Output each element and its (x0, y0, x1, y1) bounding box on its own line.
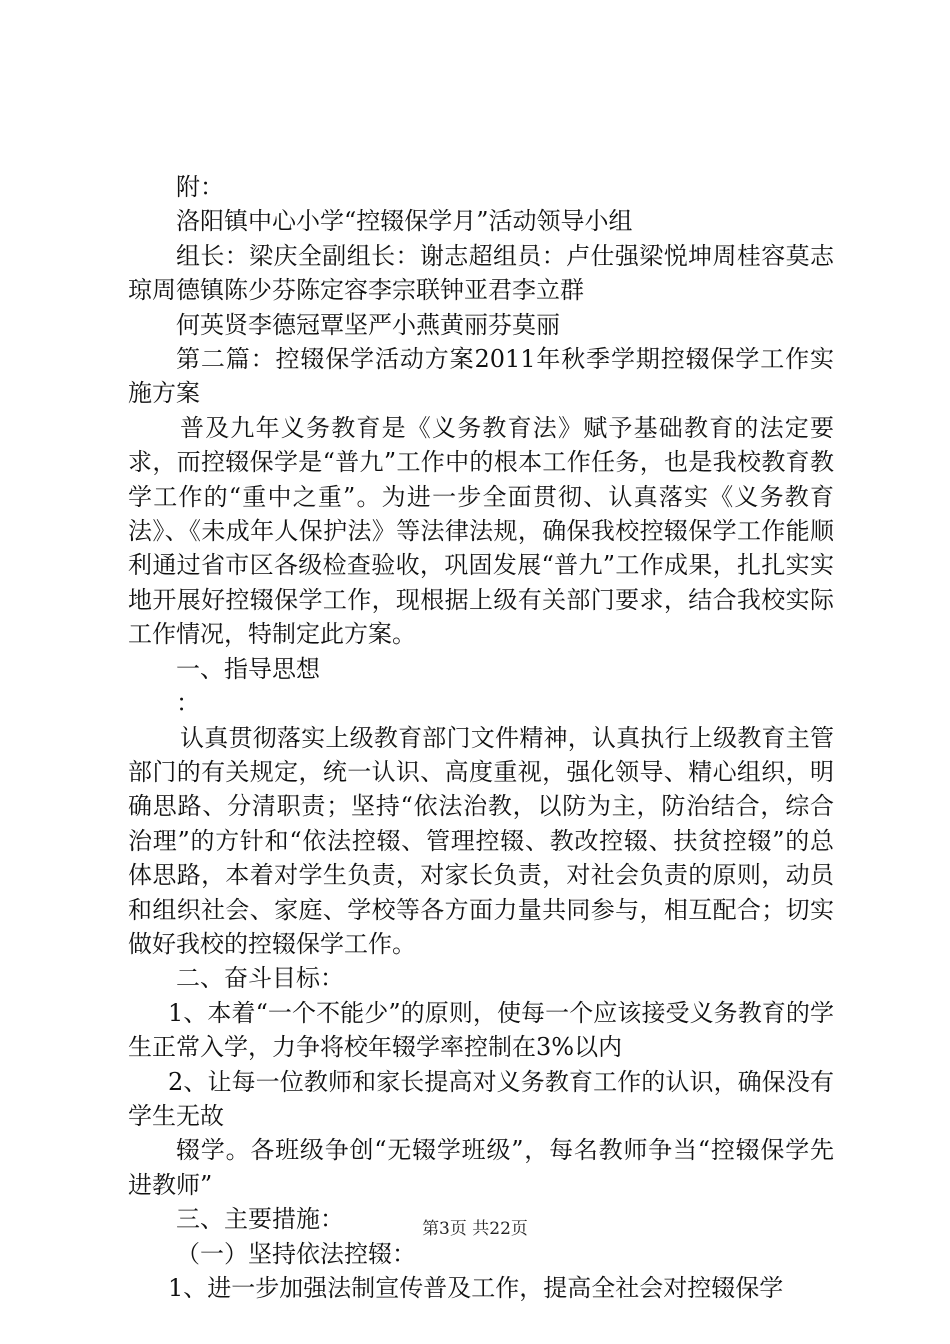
measure-item-1: 1、进一步加强法制宣传普及工作，提高全社会对控辍保学 (168, 1274, 784, 1302)
group-members: 组长：梁庆全副组长：谢志超组员：卢仕强梁悦坤周桂容莫志琼周德镇陈少芬陈定容李宗联钟亚君李立群 (128, 241, 834, 305)
goal-item-1: 1、本着“一个不能少”的原则，使每一个应该接受义务教育的学生正常入学，力争将校年辍学率控制在3%以内 (128, 998, 834, 1062)
goal-item-2: 2、让每一位教师和家长提高对义务教育工作的认识，确保没有学生无故 (128, 1067, 834, 1130)
heading-measures: 三、主要措施： (176, 1205, 344, 1234)
heading-goals: 二、奋斗目标： (176, 964, 344, 993)
document-body (128, 170, 834, 1305)
guiding-ideology-paragraph: 认真贯彻落实上级教育部门文件精神，认真执行上级教育主管部门的有关规定，统一认识、高度重视，强化领导、精心组织，明确思路、分清职责；坚持“依法治教，以防为主，防治结合，综合治理”的方针和“依法控辍、管理控辍、教改控辍、扶贫控辍”的总体思路，本着对学生负责，对家长负责，对社会负责的原则，动员和组织社会、家庭、学校等各方面力量共同参与，相互配合；切实做好我校的控辍保学工作。 (128, 723, 834, 958)
goal-item-2-continued: 辍学。各班级争创“无辍学班级”，每名教师争当“控辍保学先进教师” (128, 1136, 834, 1199)
colon-line: ： (176, 689, 200, 718)
section-title: 第二篇：控辍保学活动方案2011年秋季学期控辍保学工作实施方案 (128, 345, 834, 408)
appendix-label: 附： (176, 173, 224, 201)
group-title: 洛阳镇中心小学“控辍保学月”活动领导小组 (176, 207, 633, 236)
page-number-footer: 第3页 共22页 (422, 1219, 528, 1239)
intro-paragraph: 普及九年义务教育是《义务教育法》赋予基础教育的法定要求，而控辍保学是“普九”工作中的根本工作任务，也是我校教育教学工作的“重中之重”。为进一步全面贯彻、认真落实《义务教育法》、《未成年人保护法》等法律法规，确保我校控辍保学工作能顺利通过省市区各级检查验收，巩固发展“普九”工作成果，扎扎实实地开展好控辍保学工作，现根据上级有关部门要求，结合我校实际工作情况，特制定此方案。 (128, 413, 834, 649)
subheading-law-based: （一）坚持依法控辍： (176, 1239, 416, 1268)
group-members-continued: 何英贤李德冠覃坚严小燕黄丽芬莫丽 (176, 310, 560, 339)
heading-guiding-ideology: 一、指导思想 (176, 654, 320, 683)
